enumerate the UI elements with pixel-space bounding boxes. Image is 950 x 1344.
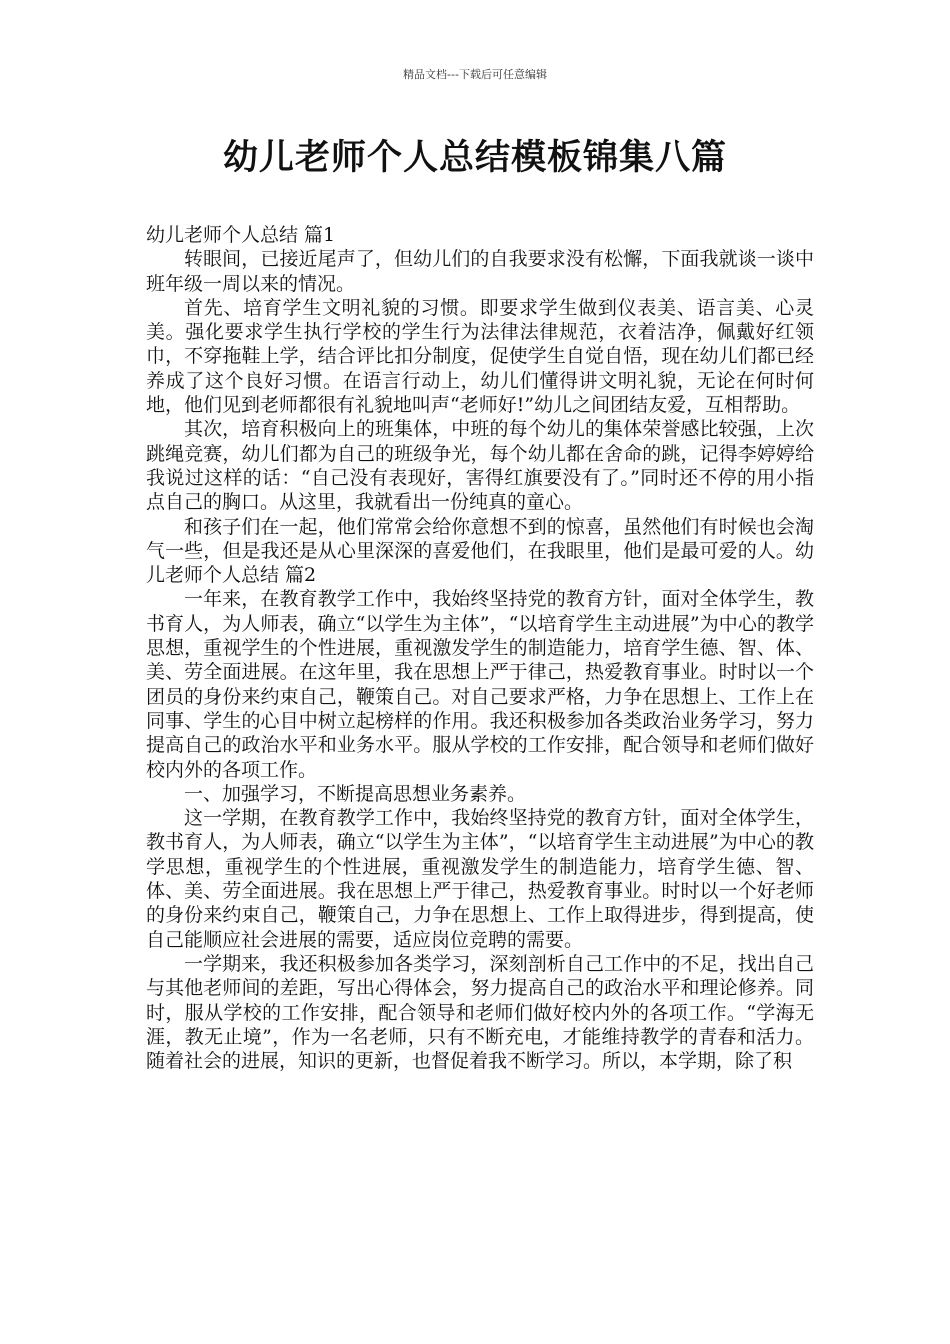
- paragraph: 幼儿老师个人总结 篇1: [146, 224, 336, 246]
- paragraph: 一、加强学习，不断提高思想业务素养。: [184, 782, 527, 805]
- document-body: [146, 223, 814, 1073]
- paragraph: 和孩子们在一起，他们常常会给你意想不到的惊喜，虽然他们有时候也会淘气一些，但是我还是从心里深深的喜爱他们，在我眼里，他们是最可爱的人。幼儿老师个人总结 篇2: [146, 515, 814, 587]
- paragraph: 一学期来，我还积极参加各类学习，深刻剖析自己工作中的不足，找出自己与其他老师间的差距，写出心得体会，努力提高自己的政治水平和理论修养。同时，服从学校的工作安排，配合领导和老师们做好校内外的各项工作。“学海无涯，教无止境”，作为一名老师，只有不断充电，才能维持教学的青春和活力。随着社会的进展，知识的更新，也督促着我不断学习。所以，本学期，除了积: [146, 952, 814, 1073]
- paragraph: 其次，培育积极向上的班集体，中班的每个幼儿的集体荣誉感比较强，上次跳绳竞赛，幼儿们都为自己的班级争光，每个幼儿都在舍命的跳，记得李婷婷给我说过这样的话：“自己没有表现好，害得红旗要没有了。”同时还不停的用小指点自己的胸口。从这里，我就看出一份纯真的童心。: [146, 418, 814, 514]
- paragraph: 这一学期，在教育教学工作中，我始终坚持党的教育方针，面对全体学生，教书育人，为人师表，确立“以学生为主体”，“以培育学生主动进展”为中心的教学思想，重视学生的个性进展，重视激发学生的制造能力，培育学生德、智、体、美、劳全面进展。我在思想上严于律己，热爱教育事业。时时以一个好老师的身份来约束自己，鞭策自己，力争在思想上、工作上取得进步，得到提高，使自己能顺应社会进展的需要，适应岗位竞聘的需要。: [146, 807, 814, 951]
- paragraph: 首先、培育学生文明礼貌的习惯。即要求学生做到仪表美、语言美、心灵美。强化要求学生执行学校的学生行为法律法律规范，衣着洁净，佩戴好红领巾，不穿拖鞋上学，结合评比扣分制度，促使学生自觉自悟，现在幼儿们都已经养成了这个良好习惯。在语言行动上，幼儿们懂得讲文明礼貌，无论在何时何地，他们见到老师都很有礼貌地叫声“老师好!”幼儿之间团结友爱，互相帮助。: [146, 296, 814, 417]
- document-title: 幼儿老师个人总结模板锦集八篇: [222, 138, 727, 178]
- paragraph: 转眼间，已接近尾声了，但幼儿们的自我要求没有松懈，下面我就谈一谈中班年级一周以来的情况。: [146, 248, 814, 295]
- header-note: 精品文档---下载后可任意编辑: [403, 68, 547, 81]
- paragraph: 一年来，在教育教学工作中，我始终坚持党的教育方针，面对全体学生，教书育人，为人师表，确立“以学生为主体”，“以培育学生主动进展”为中心的教学思想，重视学生的个性进展，重视激发学生的制造能力，培育学生德、智、体、美、劳全面进展。在这年里，我在思想上严于律己，热爱教育事业。时时以一个团员的身份来约束自己，鞭策自己。对自己要求严格，力争在思想上、工作上在同事、学生的心目中树立起榜样的作用。我还积极参加各类政治业务学习，努力提高自己的政治水平和业务水平。服从学校的工作安排，配合领导和老师们做好校内外的各项工作。: [146, 588, 814, 781]
